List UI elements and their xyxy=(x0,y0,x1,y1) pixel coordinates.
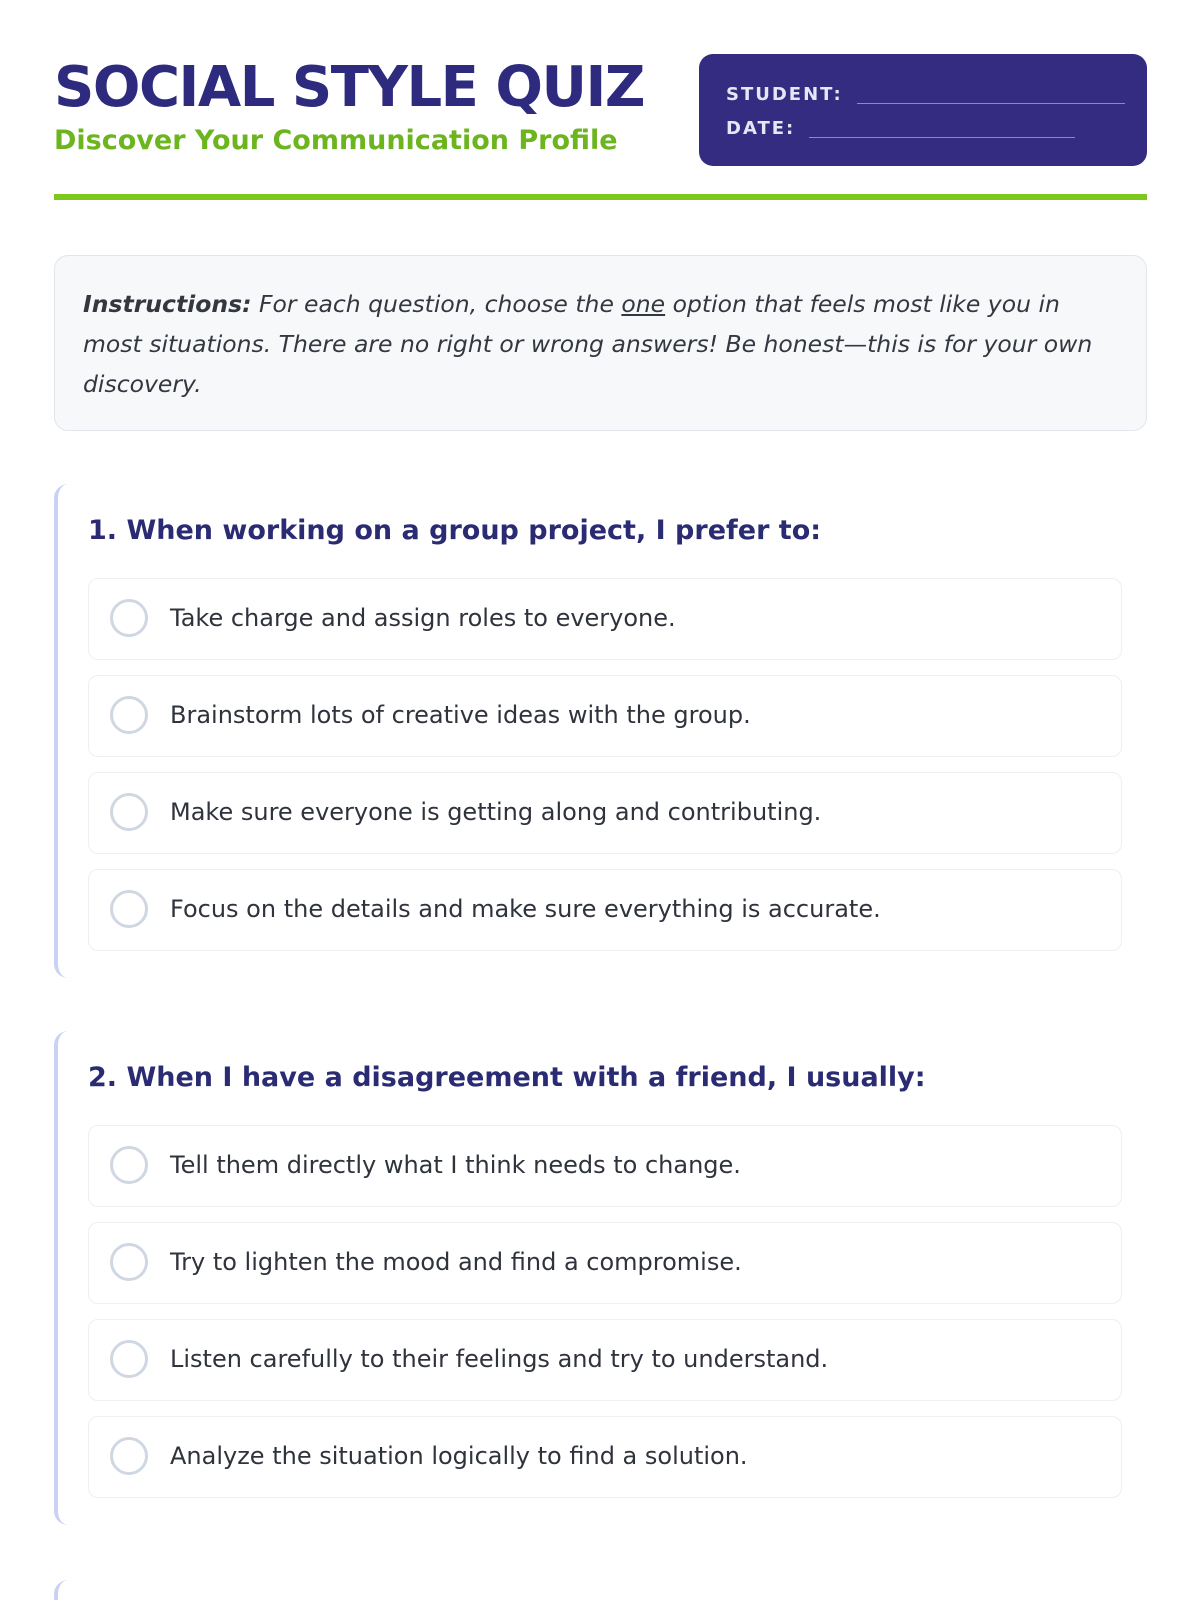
answer-option-label: Brainstorm lots of creative ideas with the group. xyxy=(170,701,751,729)
radio-circle-icon[interactable] xyxy=(110,599,148,637)
question-title: 2. When I have a disagreement with a friend, I usually: xyxy=(88,1062,926,1093)
page-subtitle: Discover Your Communication Profile xyxy=(54,125,618,156)
student-field xyxy=(726,78,1125,106)
answer-option-label: Analyze the situation logically to find a solution. xyxy=(170,1442,748,1470)
answer-option-label: Make sure everyone is getting along and contributing. xyxy=(170,798,822,826)
page-title: SOCIAL STYLE QUIZ xyxy=(54,55,644,120)
answer-option-label: Take charge and assign roles to everyone. xyxy=(170,604,676,632)
answer-option[interactable] xyxy=(88,1319,1122,1401)
radio-circle-icon[interactable] xyxy=(110,1146,148,1184)
radio-circle-icon[interactable] xyxy=(110,1340,148,1378)
next-question-accent-bar xyxy=(54,1580,68,1600)
question-card xyxy=(54,484,1122,978)
radio-circle-icon[interactable] xyxy=(110,696,148,734)
answer-option-label: Tell them directly what I think needs to change. xyxy=(170,1151,741,1179)
instructions-text-before: For each question, choose the xyxy=(251,290,622,318)
answer-option[interactable] xyxy=(88,1416,1122,1498)
answer-option[interactable] xyxy=(88,869,1122,951)
question-accent-bar xyxy=(54,484,68,978)
radio-circle-icon[interactable] xyxy=(110,890,148,928)
student-name-line[interactable] xyxy=(857,102,1125,104)
instructions-emphasis: one xyxy=(621,290,666,318)
instructions-box xyxy=(54,255,1147,431)
radio-circle-icon[interactable] xyxy=(110,1437,148,1475)
answer-option[interactable] xyxy=(88,1222,1122,1304)
instructions-text-after: option that feels most like you in most situations. There are no right or wrong answers! Be honest—this is for your own discovery. xyxy=(83,290,1093,398)
radio-circle-icon[interactable] xyxy=(110,793,148,831)
answer-option[interactable] xyxy=(88,1125,1122,1207)
worksheet-header xyxy=(54,52,1147,200)
date-line[interactable] xyxy=(809,136,1075,138)
answer-option[interactable] xyxy=(88,675,1122,757)
question-card xyxy=(54,1031,1122,1525)
answer-option[interactable] xyxy=(88,578,1122,660)
question-title: 1. When working on a group project, I prefer to: xyxy=(88,515,822,546)
instructions-lead: Instructions: xyxy=(83,290,252,318)
date-field xyxy=(726,112,1075,140)
answer-option-label: Try to lighten the mood and find a compromise. xyxy=(170,1248,742,1276)
answer-option-label: Listen carefully to their feelings and try to understand. xyxy=(170,1345,829,1373)
student-info-box xyxy=(699,54,1147,166)
student-label: STUDENT: xyxy=(726,84,843,105)
question-accent-bar xyxy=(54,1031,68,1525)
answer-option[interactable] xyxy=(88,772,1122,854)
radio-circle-icon[interactable] xyxy=(110,1243,148,1281)
header-divider xyxy=(54,194,1147,200)
date-label: DATE: xyxy=(726,118,796,139)
answer-option-label: Focus on the details and make sure everything is accurate. xyxy=(170,895,881,923)
